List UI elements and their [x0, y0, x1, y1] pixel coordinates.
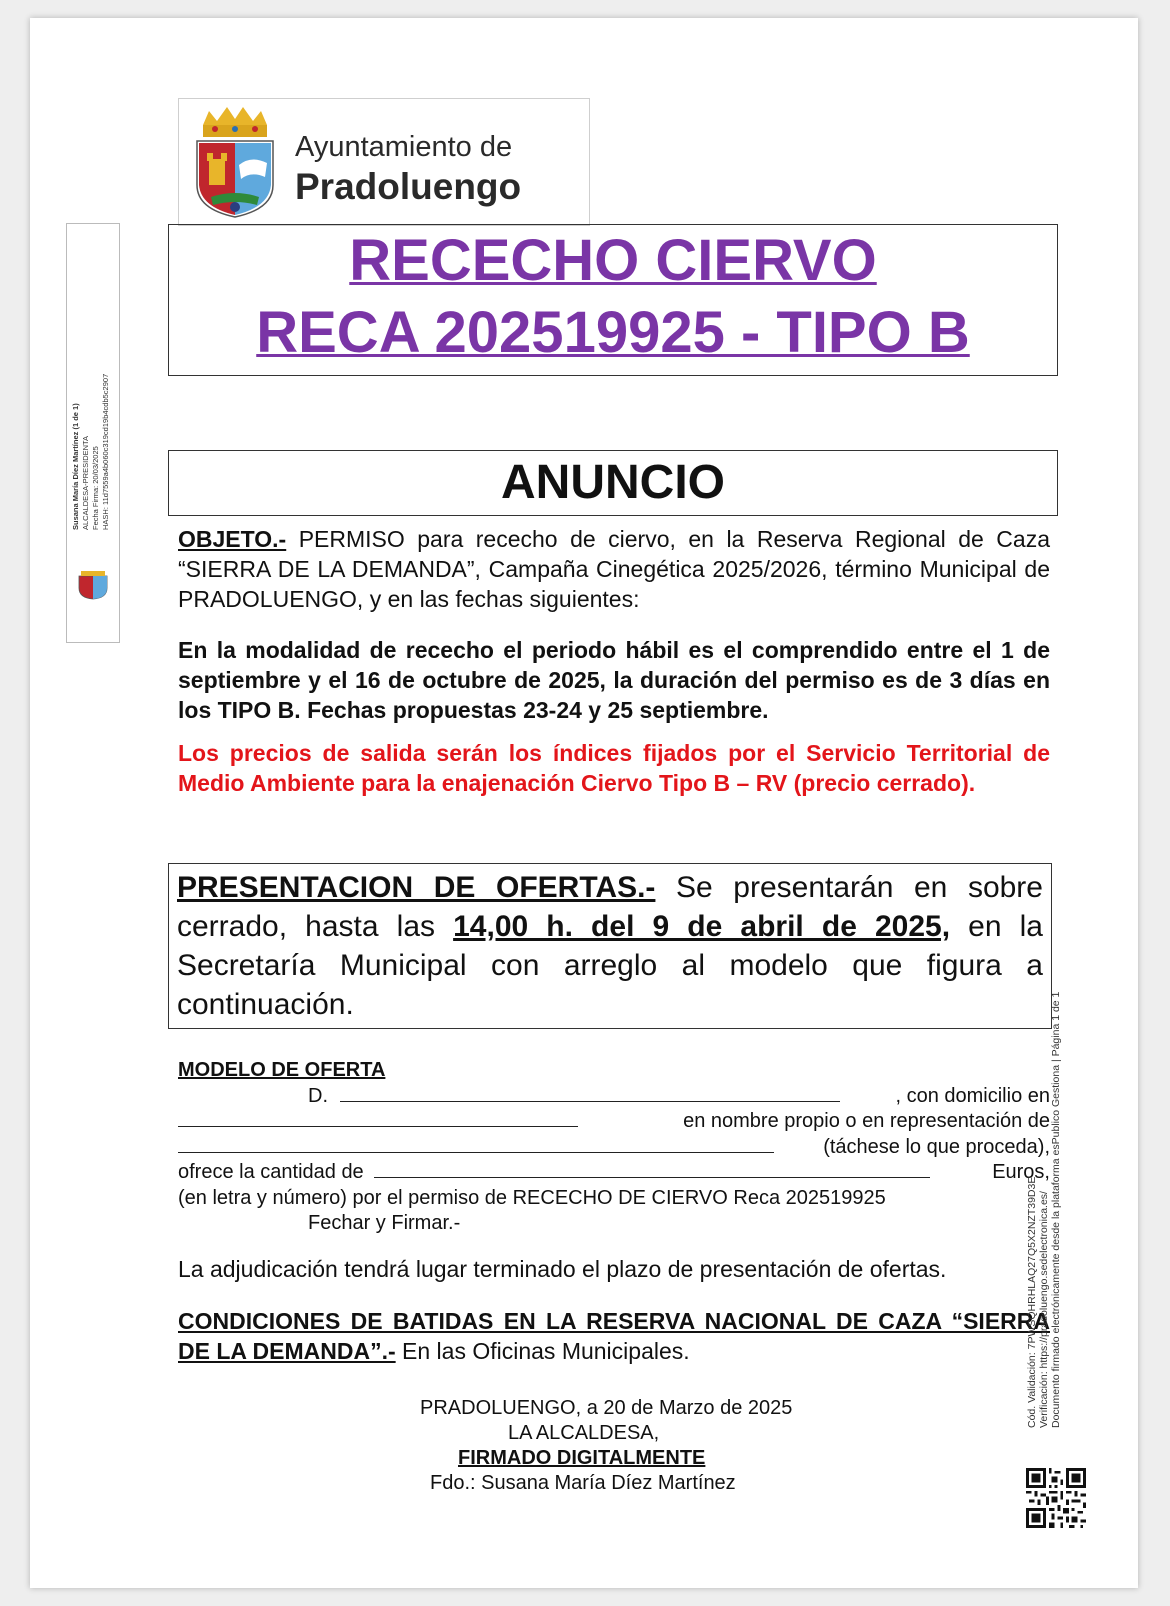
right-validation-text — [1026, 992, 1062, 1428]
modelo-ofrece: ofrece la cantidad de — [178, 1161, 364, 1183]
modelo-line-4 — [178, 1160, 1050, 1186]
left-stamp-line-2: ALCALDESA-PRESIDENTA — [81, 435, 90, 530]
domicilio-blank-line — [178, 1109, 578, 1127]
title-line-2: RECA 202519925 - TIPO B — [256, 300, 970, 365]
modelo-tachese: (táchese lo que proceda), — [823, 1135, 1050, 1158]
coat-of-arms-icon — [187, 105, 283, 221]
small-coat-of-arms-icon — [75, 570, 111, 600]
modelo-title: MODELO DE OFERTA — [178, 1059, 386, 1081]
logo-line-1: Ayuntamiento de — [295, 131, 513, 163]
presentacion-text-1: Se presentarán en sobre cerrado, hasta las — [177, 871, 1043, 943]
condiciones-label: CONDICIONES DE BATIDAS EN LA RESERVA NACIONAL DE CAZA “SIERRA DE LA DEMANDA”.- — [178, 1308, 1050, 1364]
signature-role: LA ALCALDESA, — [508, 1422, 660, 1444]
logo-text — [295, 127, 521, 207]
presentacion-label: PRESENTACION DE OFERTAS.- — [177, 871, 656, 904]
name-blank-line — [340, 1084, 840, 1102]
objeto-paragraph — [178, 524, 1050, 614]
left-stamp-text — [71, 374, 111, 530]
modelo-line-1 — [178, 1084, 1050, 1110]
left-signature-stamp — [66, 223, 120, 643]
presentacion-box — [168, 863, 1052, 1029]
right-stamp-line-3: Documento firmado electrónicamente desde la plataforma esPublico Gestiona | Página 1 de 1 — [1050, 991, 1062, 1428]
qr-code-icon — [1026, 1468, 1086, 1528]
modelo-fechar: Fechar y Firmar.- — [308, 1212, 461, 1234]
modelo-oferta — [178, 1058, 1050, 1237]
presentacion-deadline: 14,00 h. del 9 de abril de 2025, — [453, 910, 951, 943]
logo-line-2: Pradoluengo — [295, 166, 522, 207]
anuncio-heading: ANUNCIO — [168, 450, 1058, 516]
condiciones-text: En las Oficinas Municipales. — [395, 1338, 690, 1364]
title-line-1: RECECHO CIERVO — [349, 228, 877, 293]
objeto-label: OBJETO.- — [178, 526, 287, 552]
left-stamp-line-3: Fecha Firma: 20/03/2025 — [91, 446, 100, 530]
modelo-en-nombre: en nombre propio o en representación de — [683, 1110, 1050, 1132]
document-page — [30, 18, 1138, 1588]
right-stamp-line-2: Verificación: https://pradoluengo.sedelectronica.es/ — [1038, 1191, 1050, 1428]
modelo-line-2 — [178, 1109, 1050, 1135]
modalidad-paragraph: En la modalidad de rececho el periodo hábil es el comprendido entre el 1 de septiembre y el 16 de octubre de 2025, la duración del permiso es de 3 días en los TIPO B. Fechas propuestas 23-24 y 25 septiembre. — [178, 637, 1050, 723]
title-box — [168, 224, 1058, 376]
signature-name: Fdo.: Susana María Díez Martínez — [430, 1472, 736, 1494]
signature-block — [420, 1396, 880, 1496]
modelo-en-letra: (en letra y número) por el permiso de RECECHO DE CIERVO Reca 202519925 — [178, 1186, 886, 1209]
adjudicacion-paragraph: La adjudicación tendrá lugar terminado el plazo de presentación de ofertas. — [178, 1256, 947, 1282]
modelo-con-domicilio: , con domicilio en — [895, 1084, 1050, 1107]
modelo-euros: Euros, — [992, 1161, 1050, 1183]
left-stamp-line-4: HASH: 11d7559a4b060c319cd19b4cdb5c2907 — [101, 373, 110, 530]
cantidad-blank-line — [374, 1160, 930, 1178]
signature-place-date: PRADOLUENGO, a 20 de Marzo de 2025 — [420, 1397, 793, 1419]
condiciones-paragraph — [178, 1306, 1050, 1366]
left-stamp-line-1: Susana María Díez Martínez (1 de 1) — [71, 403, 80, 530]
modelo-line-3 — [178, 1135, 1050, 1161]
objeto-text: PERMISO para rececho de ciervo, en la Reserva Regional de Caza “SIERRA DE LA DEMANDA”, Campaña Cinegética 2025/2026, término Municipal de PRADOLUENGO, y en las fechas siguientes: — [178, 526, 1050, 612]
precios-paragraph: Los precios de salida serán los índices fijados por el Servicio Territorial de Medio Ambiente para la enajenación Ciervo Tipo B – RV (precio cerrado). — [178, 740, 1050, 796]
town-logo — [178, 98, 590, 226]
presentacion-text-2: en la Secretaría Municipal con arreglo al modelo que figura a continuación. — [177, 910, 1043, 1021]
signature-signed: FIRMADO DIGITALMENTE — [458, 1447, 706, 1469]
right-stamp-line-1: Cód. Validación: 7PWSQHRHLAQ27Q5X2NZT39D3E — [1026, 1176, 1038, 1428]
representacion-blank-line — [178, 1135, 774, 1153]
modelo-d: D. — [308, 1084, 328, 1107]
